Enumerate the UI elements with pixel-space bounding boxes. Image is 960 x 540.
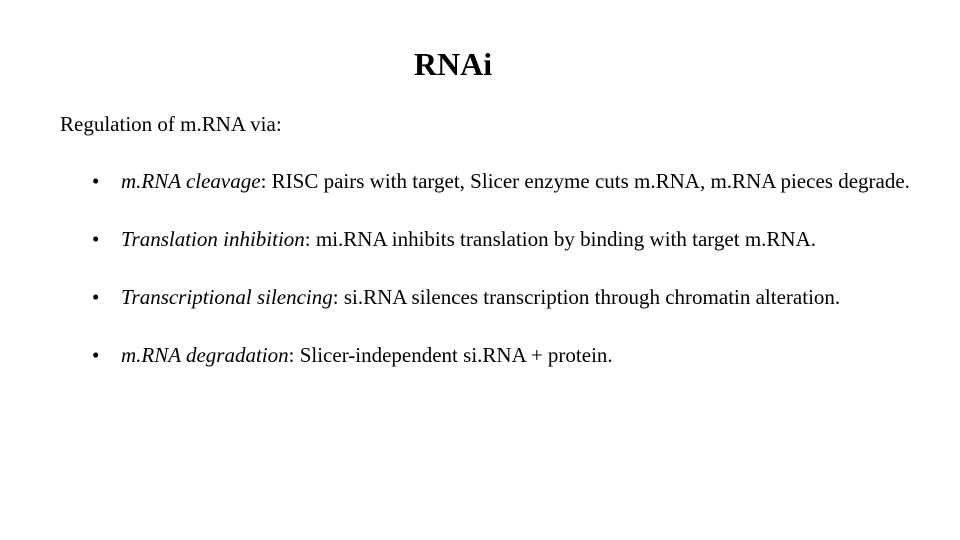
bullet-text: : si.RNA silences transcription through chromatin alteration. (332, 285, 841, 309)
bullet-dot: • (92, 343, 100, 367)
bullet-dot: • (92, 227, 100, 251)
slide-title: RNAi (413, 46, 493, 82)
bullet-item-cleavage (92, 167, 912, 196)
bullet-dot: • (92, 285, 100, 309)
bullet-term: m.RNA degradation (121, 343, 289, 367)
bullet-text: : Slicer-independent si.RNA + protein. (288, 343, 613, 367)
bullet-text: : RISC pairs with target, Slicer enzyme cuts m.RNA, m.RNA pieces degrade. (260, 169, 910, 193)
bullet-term: m.RNA cleavage (121, 169, 261, 193)
intro-text: Regulation of m.RNA via: (60, 112, 282, 136)
bullet-item-degradation (92, 341, 912, 370)
bullet-item-translation-inhibition (92, 225, 912, 254)
bullet-list (92, 167, 912, 399)
bullet-term: Translation inhibition (121, 227, 305, 251)
bullet-dot: • (92, 169, 100, 193)
bullet-term: Transcriptional silencing (121, 285, 333, 309)
bullet-text: : mi.RNA inhibits translation by binding with target m.RNA. (304, 227, 816, 251)
bullet-item-transcriptional-silencing (92, 283, 912, 312)
